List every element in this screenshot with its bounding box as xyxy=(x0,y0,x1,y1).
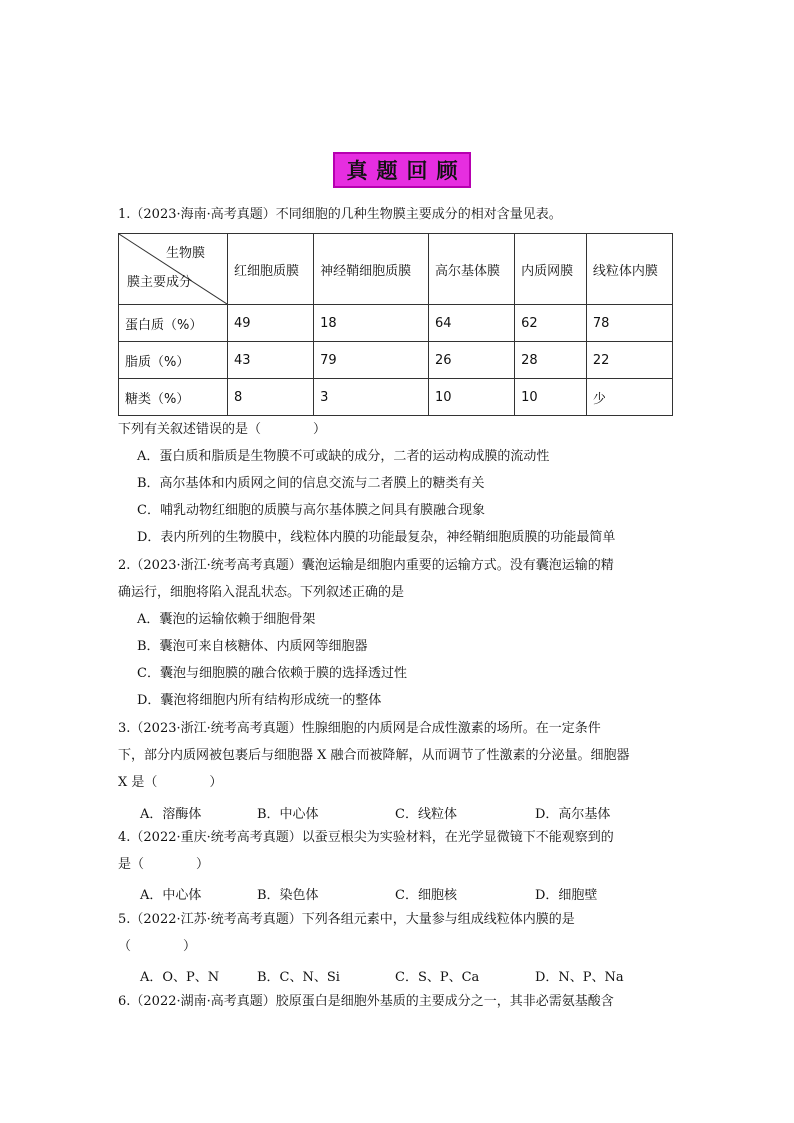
column-header: 高尔基体膜 xyxy=(428,234,514,305)
table-row xyxy=(119,342,673,379)
q1-option-b[interactable]: B．高尔基体和内质网之间的信息交流与二者膜上的糖类有关 xyxy=(137,476,485,491)
column-header: 线粒体内膜 xyxy=(586,234,672,305)
q3-stem-line2: 下，部分内质网被包裹后与细胞器 X 融合而被降解，从而调节了性激素的分泌量。细胞器 xyxy=(118,748,630,763)
q3-option-c[interactable]: C．线粒体 xyxy=(395,807,457,822)
q3-stem-line1: 3.（2023·浙江·统考高考真题）性腺细胞的内质网是合成性激素的场所。在一定条件 xyxy=(118,721,601,736)
q3-option-a[interactable]: A．溶酶体 xyxy=(140,807,202,822)
q2-stem-line1: 2.（2023·浙江·统考高考真题）囊泡运输是细胞内重要的运输方式。没有囊泡运输的精 xyxy=(118,558,614,573)
q1-option-c[interactable]: C．哺乳动物红细胞的质膜与高尔基体膜之间具有膜融合现象 xyxy=(137,503,485,518)
row-label: 蛋白质（%） xyxy=(119,305,228,342)
table-cell: 10 xyxy=(515,379,587,416)
table-cell: 18 xyxy=(314,305,429,342)
q4-stem-line1: 4.（2022·重庆·统考高考真题）以蚕豆根尖为实验材料，在光学显微镜下不能观察到的 xyxy=(118,830,614,845)
corner-bottom-label: 膜主要成分 xyxy=(127,275,193,290)
q2-option-d[interactable]: D．囊泡将细胞内所有结构形成统一的整体 xyxy=(137,693,382,708)
q4-option-d[interactable]: D．细胞壁 xyxy=(535,888,598,903)
table-header-row xyxy=(119,234,673,305)
q3-option-d[interactable]: D．高尔基体 xyxy=(535,807,611,822)
membrane-composition-table xyxy=(118,233,673,416)
q2-option-a[interactable]: A．囊泡的运输依赖于细胞骨架 xyxy=(137,612,316,627)
q4-option-b[interactable]: B．染色体 xyxy=(257,888,319,903)
table-cell: 8 xyxy=(228,379,314,416)
section-title-banner xyxy=(333,152,471,188)
section-title: 真题回顾 xyxy=(346,159,467,183)
table-cell: 26 xyxy=(428,342,514,379)
q4-option-c[interactable]: C．细胞核 xyxy=(395,888,457,903)
q2-stem-line2: 确运行，细胞将陷入混乱状态。下列叙述正确的是 xyxy=(118,585,405,600)
table-row xyxy=(119,305,673,342)
table-cell: 3 xyxy=(314,379,429,416)
q5-option-c[interactable]: C．S、P、Ca xyxy=(395,970,480,985)
table-row xyxy=(119,379,673,416)
table-cell: 22 xyxy=(586,342,672,379)
q5-option-d[interactable]: D．N、P、Na xyxy=(535,970,624,985)
table-cell: 10 xyxy=(428,379,514,416)
corner-top-label: 生物膜 xyxy=(165,246,205,261)
q3-option-b[interactable]: B．中心体 xyxy=(257,807,319,822)
row-label: 糖类（%） xyxy=(119,379,228,416)
q1-option-a[interactable]: A．蛋白质和脂质是生物膜不可或缺的成分，二者的运动构成膜的流动性 xyxy=(137,449,550,464)
q4-stem-line2: 是（ ） xyxy=(118,857,210,872)
q6-stem-line1: 6.（2022·湖南·高考真题）胶原蛋白是细胞外基质的主要成分之一，其非必需氨基酸含 xyxy=(118,994,614,1009)
q4-option-a[interactable]: A．中心体 xyxy=(140,888,202,903)
q2-option-b[interactable]: B．囊泡可来自核糖体、内质网等细胞器 xyxy=(137,639,368,654)
column-header: 内质网膜 xyxy=(515,234,587,305)
column-header: 神经鞘细胞质膜 xyxy=(314,234,429,305)
table-cell: 78 xyxy=(586,305,672,342)
table-cell: 少 xyxy=(586,379,672,416)
table-cell: 49 xyxy=(228,305,314,342)
table-cell: 28 xyxy=(515,342,587,379)
row-label: 脂质（%） xyxy=(119,342,228,379)
q5-option-a[interactable]: A．O、P、N xyxy=(140,970,220,985)
column-header: 红细胞质膜 xyxy=(228,234,314,305)
q5-stem-line1: 5.（2022·江苏·统考高考真题）下列各组元素中，大量参与组成线粒体内膜的是 xyxy=(118,912,575,927)
table-cell: 79 xyxy=(314,342,429,379)
q1-stem: 1.（2023·海南·高考真题）不同细胞的几种生物膜主要成分的相对含量见表。 xyxy=(118,207,562,222)
q5-option-b[interactable]: B．C、N、Si xyxy=(257,970,340,985)
q2-option-c[interactable]: C．囊泡与细胞膜的融合依赖于膜的选择透过性 xyxy=(137,666,407,681)
q3-stem-line3: X 是（ ） xyxy=(118,775,223,790)
table-cell: 64 xyxy=(428,305,514,342)
table-corner-cell xyxy=(119,234,228,305)
table-cell: 62 xyxy=(515,305,587,342)
q5-stem-line2: （ ） xyxy=(118,939,197,954)
q1-prompt: 下列有关叙述错误的是（ ） xyxy=(118,422,327,437)
table-cell: 43 xyxy=(228,342,314,379)
q1-option-d[interactable]: D．表内所列的生物膜中，线粒体内膜的功能最复杂，神经鞘细胞质膜的功能最简单 xyxy=(137,530,616,545)
